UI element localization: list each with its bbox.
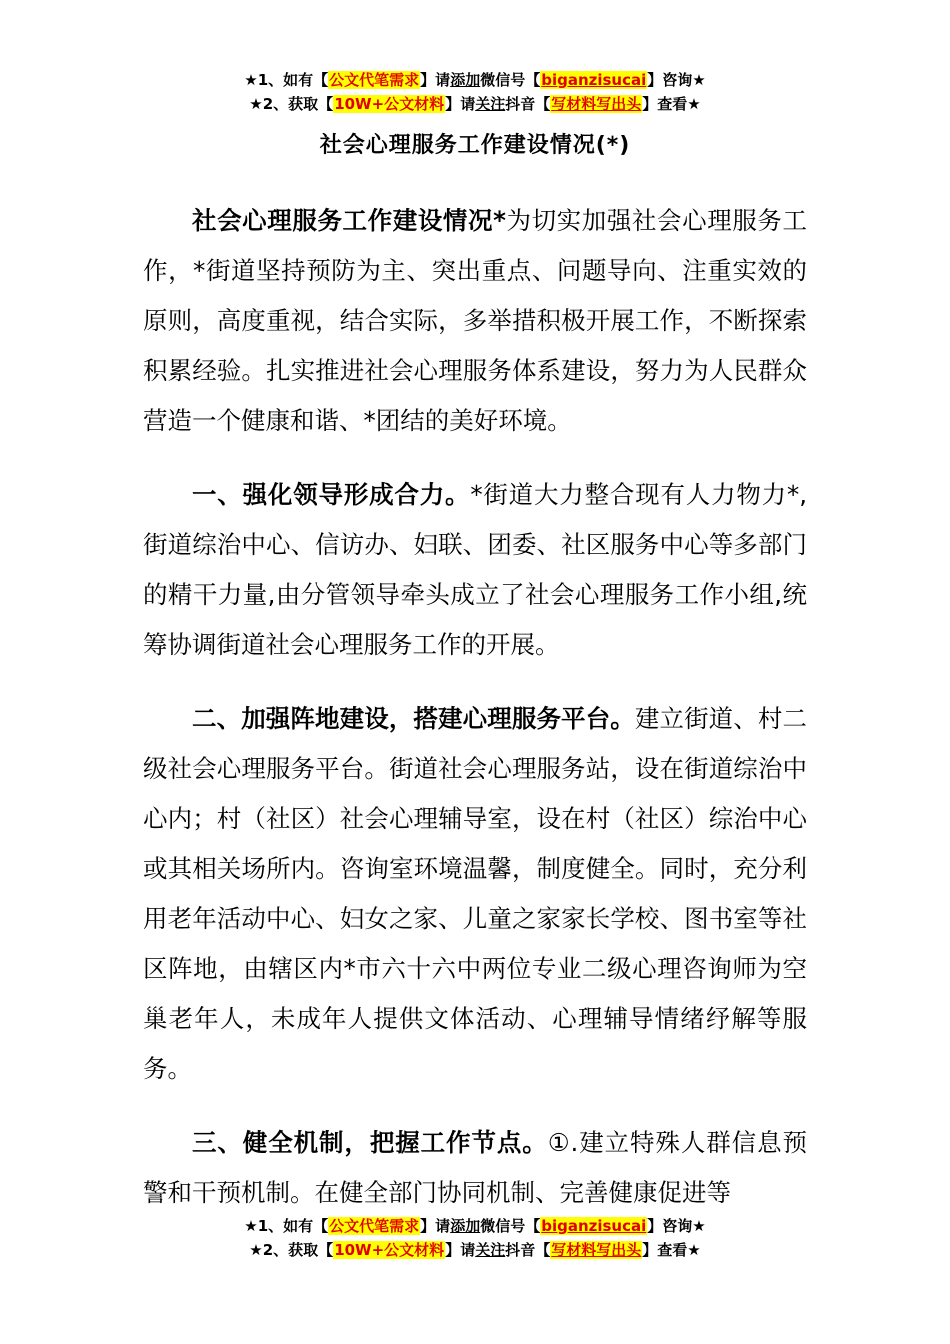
highlight-douyin-account: 写材料写出头: [551, 95, 642, 113]
paragraph-intro: 社会心理服务工作建设情况*为切实加强社会心理服务工作，*街道坚持预防为主、突出重点、问题导向、注重实效的原则，高度重视，结合实际，多举措积极开展工作，不断探索积累经验。扎实推进社会心理服务体系建设，努力为人民群众营造一个健康和谐、*团结的美好环境。: [143, 206, 807, 435]
footer-line-1: ★1、如有【公文代笔需求】请添加微信号【biganzisucai】咨询★: [244, 1217, 706, 1235]
highlight-wechat-id: biganzisucai: [541, 71, 647, 89]
document-title: 社会心理服务工作建设情况(*): [319, 133, 631, 158]
paragraph-section-3: 三、健全机制，把握工作节点。①.建立特殊人群信息预警和干预机制。在健全部门协同机制、完善健康促进等: [143, 1128, 807, 1207]
document-body: [143, 196, 807, 1218]
banner-line-1: ★1、如有【公文代笔需求】请添加微信号【biganzisucai】咨询★: [244, 71, 706, 89]
paragraph-section-1: 一、强化领导形成合力。*街道大力整合现有人力物力*,街道综治中心、信访办、妇联、团委、社区服务中心等多部门的精干力量,由分管领导牵头成立了社会心理服务工作小组,统筹协调街道社会心理服务工作的开展。: [143, 480, 808, 659]
header-banner: [0, 68, 950, 116]
highlight-materials: 10W+公文材料: [334, 95, 445, 113]
footer-banner: [0, 1214, 950, 1262]
footer-line-2: ★2、获取【10W+公文材料】请关注抖音【写材料写出头】查看★: [249, 1241, 701, 1259]
banner-line-2: ★2、获取【10W+公文材料】请关注抖音【写材料写出头】查看★: [249, 95, 701, 113]
highlight-service: 公文代笔需求: [329, 71, 420, 89]
paragraph-section-2: 二、加强阵地建设，搭建心理服务平台。建立街道、村二级社会心理服务平台。街道社会心理服务站，设在街道综治中心内；村（社区）社会心理辅导室，设在村（社区）综治中心或其相关场所内。咨询室环境温馨，制度健全。同时，充分利用老年活动中心、妇女之家、儿童之家家长学校、图书室等社区阵地，由辖区内*市六十六中两位专业二级心理咨询师为空巢老年人，未成年人提供文体活动、心理辅导情绪纾解等服务。: [143, 704, 807, 1083]
